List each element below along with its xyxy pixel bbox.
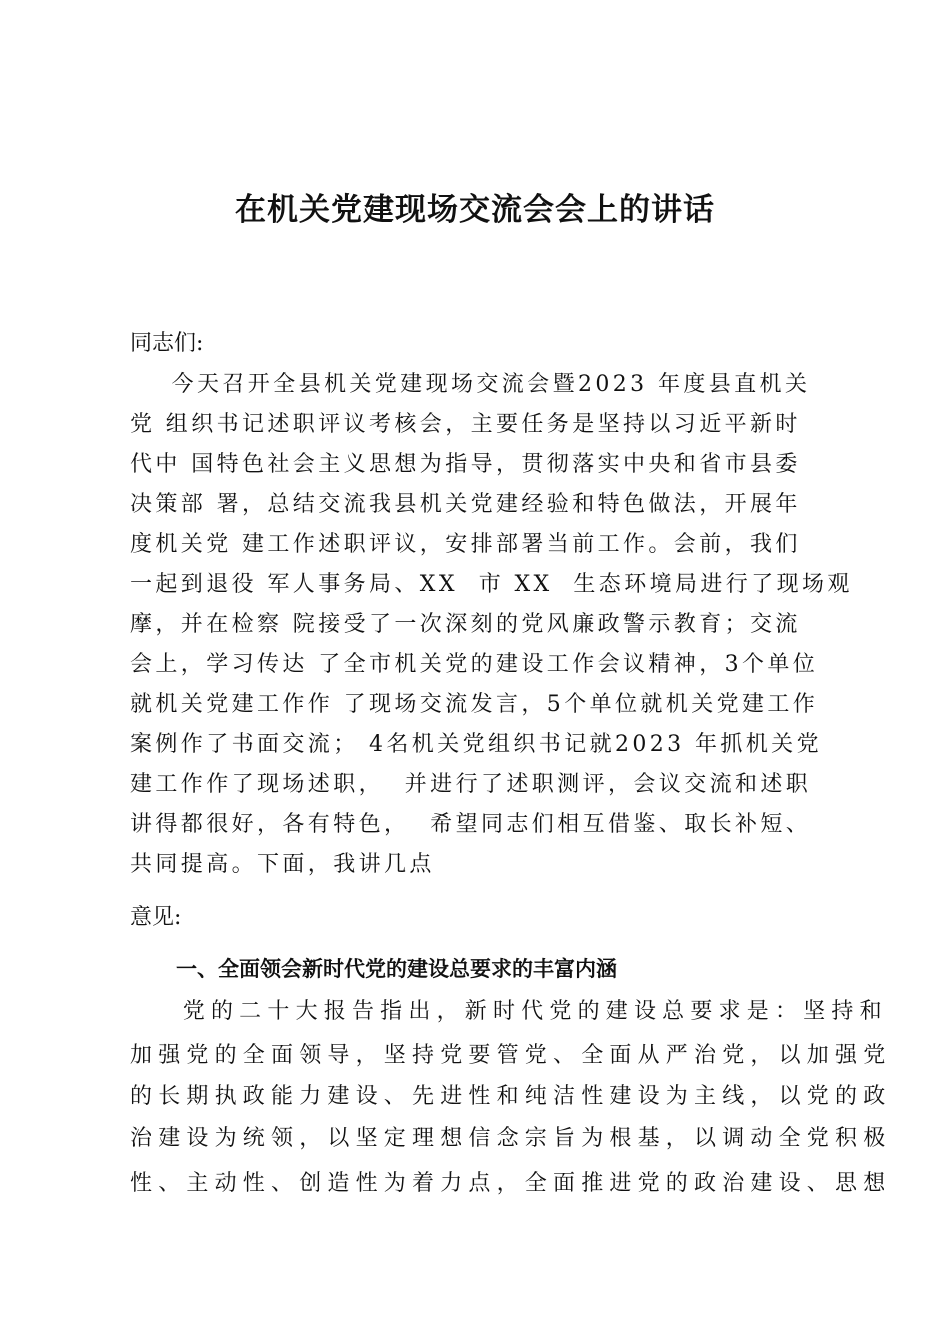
- intro-line-10: 案例作了书面交流； 4名机关党组织书记就2023 年抓机关党: [130, 732, 822, 757]
- intro-line-11: 建工作作了现场述职， 并进行了述职测评，会议交流和述职: [130, 772, 812, 797]
- intro-line-4: 决策部 署，总结交流我县机关党建经验和特色做法，开展年: [130, 492, 801, 517]
- intro-line-7: 摩，并在检察 院接受了一次深刻的党风廉政警示教育；交流: [130, 612, 801, 637]
- intro-line-2: 党 组织书记述职评议考核会，主要任务是坚持以习近平新时: [130, 412, 801, 437]
- section-1-line-1: 党的二十大报告指出，新时代党的建设总要求是：坚持和: [130, 999, 888, 1024]
- section-1-line-4: 治建设为统领，以坚定理想信念宗旨为根基，以调动全党积极: [130, 1126, 892, 1151]
- intro-line-12: 讲得都很好，各有特色， 希望同志们相互借鉴、取长补短、: [130, 812, 812, 837]
- intro-line-8: 会上，学习传达 了全市机关党的建设工作会议精神，3个单位: [130, 652, 819, 677]
- section-1-heading: 一、全面领会新时代党的建设总要求的丰富内涵: [176, 957, 617, 981]
- intro-line-13: 共同提高。下面，我讲几点: [130, 852, 435, 877]
- intro-line-9: 就机关党建工作作 了现场交流发言，5个单位就机关党建工作: [130, 692, 819, 717]
- document-title: 在机关党建现场交流会会上的讲话: [235, 192, 715, 228]
- intro-line-5: 度机关党 建工作述职评议，安排部署当前工作。会前，我们: [130, 532, 801, 557]
- section-1-line-5: 性、主动性、创造性为着力点，全面推进党的政治建设、思想: [130, 1171, 892, 1196]
- intro-line-3: 代中 国特色社会主义思想为指导，贯彻落实中央和省市县委: [130, 452, 801, 477]
- intro-tail: 意见:: [130, 905, 182, 930]
- intro-line-1: 今天召开全县机关党建现场交流会暨2023 年度县直机关: [130, 372, 811, 397]
- section-1-line-2: 加强党的全面领导，坚持党要管党、全面从严治党，以加强党: [130, 1043, 892, 1068]
- intro-line-6: 一起到退役 军人事务局、XX 市 XX 生态环境局进行了现场观: [130, 572, 853, 597]
- section-1-line-3: 的长期执政能力建设、先进性和纯洁性建设为主线，以党的政: [130, 1084, 892, 1109]
- salutation: 同志们:: [130, 331, 204, 356]
